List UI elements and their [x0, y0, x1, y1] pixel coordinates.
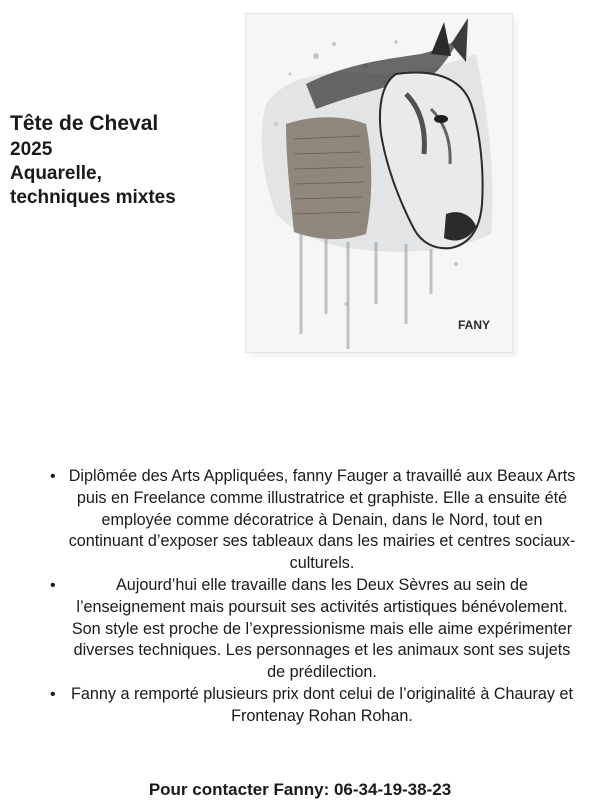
bullet-icon: • [50, 468, 56, 485]
collage-patch [286, 117, 371, 239]
bio-item [40, 466, 580, 575]
bullet-icon: • [50, 685, 56, 703]
bio-item-text: Aujourd’hui elle travaille dans les Deux Sèvres au sein de l’enseignement mais poursuit ses activités artistiques bénévolement. Son style est proche de l’expressionisme mais elle aime expérimenter diverses techniques. Les personnages et les animaux sont ses sujets de prédilection. [71, 575, 573, 682]
biography-list [40, 466, 580, 728]
horse-watercolor-illustration [246, 14, 512, 352]
artwork-medium-line2: techniques mixtes [10, 187, 176, 208]
artwork-medium-line1: Aquarelle, [10, 163, 102, 184]
artwork-caption [10, 110, 230, 210]
painting-horse-head [246, 14, 512, 352]
artwork-year: 2025 [10, 139, 53, 160]
contact-line: Pour contacter Fanny: 06-34-19-38-23 [148, 780, 452, 799]
bio-item-text: Diplômée des Arts Appliquées, fanny Fauger a travaillé aux Beaux Arts puis en Freelance comme illustratrice et graphiste. Elle a ensuite été employée comme décoratrice à Denain, dans le Nord, tout en continuant d’exposer ses tableaux dans les mairies et centres sociaux-culturels. [68, 467, 576, 573]
bio-item-text: Fanny a remporté plusieurs prix dont celui de l’originalité à Chauray et Frontenay Rohan Rohan. [70, 684, 574, 725]
artist-signature: FANY [458, 318, 491, 332]
eye [434, 115, 448, 123]
bullet-icon: • [50, 576, 56, 594]
bio-item [40, 575, 580, 684]
artwork-title: Tête de Cheval [10, 112, 159, 135]
bio-item [40, 684, 580, 728]
